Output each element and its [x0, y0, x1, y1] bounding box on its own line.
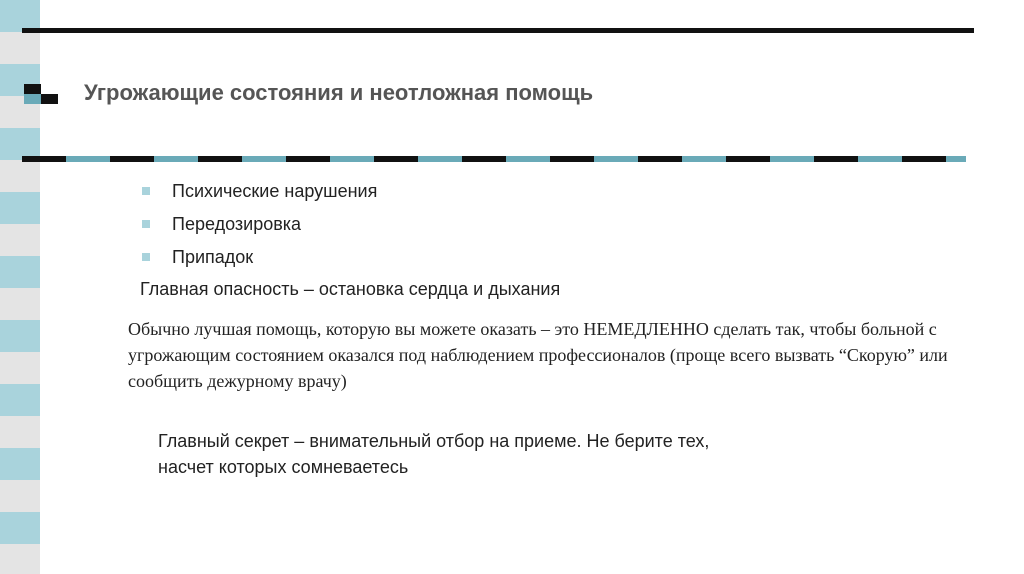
list-item [142, 244, 377, 277]
secret-line: Главный секрет – внимательный отбор на приеме. Не берите тех, [158, 431, 710, 451]
square-bullet-icon [142, 253, 150, 261]
slide-title: Угрожающие состояния и неотложная помощь [84, 80, 594, 105]
secret-line: насчет которых сомневаетесь [158, 457, 409, 477]
list-item [142, 211, 377, 244]
secret-paragraph [158, 428, 918, 480]
advice-paragraph: Обычно лучшая помощь, которую вы можете оказать – это НЕМЕДЛЕННО сделать так, чтобы больной с угрожающим состоянием оказался под наблюдением профессионалов (проще всего вызвать “Скорую” или сообщить дежурному врачу) [128, 319, 948, 391]
main-danger-text: Главная опасность – остановка сердца и дыхания [140, 279, 561, 299]
top-rule [22, 28, 974, 33]
bullet-list [142, 178, 377, 277]
bullet-text: Психические нарушения [172, 181, 378, 201]
dashed-divider [22, 156, 966, 162]
square-bullet-icon [142, 187, 150, 195]
list-item [142, 178, 377, 211]
bullet-text: Припадок [172, 247, 254, 267]
slide-logo [24, 84, 58, 104]
square-bullet-icon [142, 220, 150, 228]
bullet-text: Передозировка [172, 214, 302, 234]
